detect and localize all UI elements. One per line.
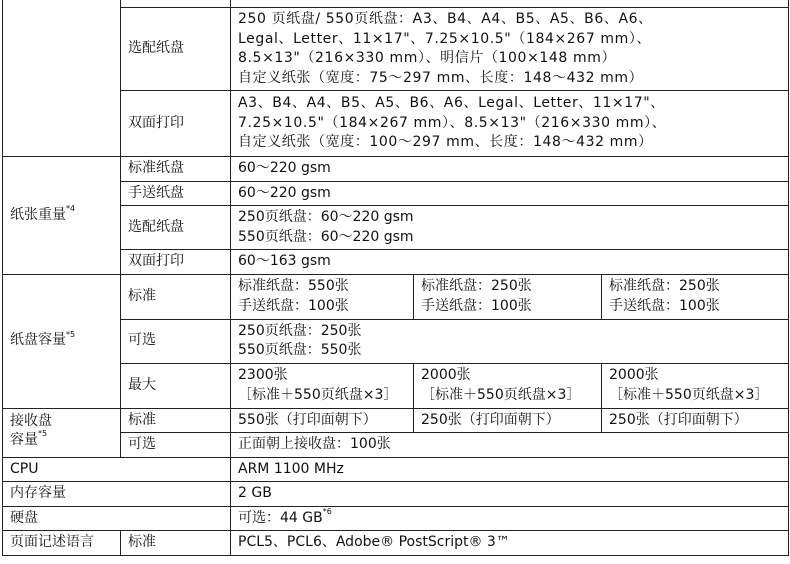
cell-value: 60～163 gsm xyxy=(231,250,789,275)
cell-empty xyxy=(121,0,231,8)
text-line: 手送纸盘：100张 xyxy=(238,297,349,314)
table-row xyxy=(3,433,789,458)
cell-value: 2 GB xyxy=(231,482,789,507)
row-label: 可选 xyxy=(121,433,231,458)
table-row xyxy=(3,8,789,91)
row-label-optional-tray: 选配纸盘 xyxy=(121,8,231,91)
cell-value: 正面朝上接收盘：100张 xyxy=(231,433,789,458)
table-row xyxy=(3,506,789,531)
cell-value xyxy=(231,274,414,319)
text-line: ［标准＋550页纸盘×3］ xyxy=(609,386,769,403)
row-label: 标准 xyxy=(121,408,231,433)
text-line: Legal、Letter、11×17"、7.25×10.5"（184×267 mm）、 xyxy=(238,30,652,47)
text-line: A3、B4、A4、B5、A5、B6、A6、Legal、Letter、11×17"、 xyxy=(238,95,665,112)
cell-value xyxy=(602,274,789,319)
table-row xyxy=(3,274,789,319)
paper-size-optional-tray-value xyxy=(231,8,789,91)
table-row xyxy=(3,206,789,250)
cell-value: 250张（打印面朝下） xyxy=(602,408,789,433)
cell-value xyxy=(414,363,602,408)
text-line: 标准纸盘：250张 xyxy=(421,278,532,294)
spec-table xyxy=(2,0,789,556)
cell-value xyxy=(231,0,789,8)
footnote-mark: *4 xyxy=(66,203,76,213)
text-line: ［标准＋550页纸盘×3］ xyxy=(238,386,398,403)
output-tray-label: 容量 xyxy=(10,432,38,448)
text-line: 自定义纸张（宽度：75～297 mm、长度：148～432 mm） xyxy=(238,69,644,86)
cell-value xyxy=(602,363,789,408)
row-label: 选配纸盘 xyxy=(121,206,231,250)
cell-value xyxy=(231,506,789,531)
text-line: 自定义纸张（宽度：100～297 mm、长度：148～432 mm） xyxy=(238,134,653,151)
cell-value: 60～220 gsm xyxy=(231,181,789,206)
row-label: 最大 xyxy=(121,363,231,408)
paper-size-header-cell xyxy=(3,0,121,157)
cell-value: 550张（打印面朝下） xyxy=(231,408,414,433)
text-line: 标准纸盘：250张 xyxy=(609,278,720,294)
cell-value xyxy=(231,319,789,363)
table-row xyxy=(3,181,789,206)
row-label: 标准 xyxy=(121,274,231,319)
text-line: 7.25×10.5"（184×267 mm）、8.5×13"（216×330 mm）、 xyxy=(238,114,667,131)
table-row xyxy=(3,91,789,157)
table-row xyxy=(3,157,789,182)
row-label: 可选 xyxy=(121,319,231,363)
tray-capacity-label: 纸盘容量 xyxy=(10,332,66,349)
footnote-mark: *5 xyxy=(66,329,76,339)
cell-value xyxy=(231,363,414,408)
table-row xyxy=(3,457,789,482)
cell-value xyxy=(231,206,789,250)
paper-size-duplex-value xyxy=(231,91,789,157)
table-row xyxy=(3,250,789,275)
footnote-mark: *5 xyxy=(38,429,48,439)
hdd-value: 可选：44 GB xyxy=(238,509,323,526)
cell-value: PCL5、PCL6、Adobe® PostScript® 3™ xyxy=(231,531,789,556)
text-line: 250页纸盘：250张 xyxy=(238,322,362,339)
table-row xyxy=(3,319,789,363)
paper-weight-label: 纸张重量 xyxy=(10,206,66,223)
row-label: 硬盘 xyxy=(3,506,231,531)
text-line: ［标准＋550页纸盘×3］ xyxy=(421,386,581,403)
text-line: 2300张 xyxy=(238,367,288,383)
table-row xyxy=(3,408,789,433)
footnote-mark: *6 xyxy=(322,506,332,516)
row-label: 手送纸盘 xyxy=(121,181,231,206)
text-line: 250页纸盘：60～220 gsm xyxy=(238,209,414,225)
row-sublabel: 标准 xyxy=(121,531,231,556)
row-label: 内存容量 xyxy=(3,482,231,507)
row-label: CPU xyxy=(3,457,231,482)
paper-weight-header xyxy=(3,157,121,275)
table-row xyxy=(3,0,789,8)
text-line: 2000张 xyxy=(609,367,659,383)
text-line: 手送纸盘：100张 xyxy=(609,297,720,314)
text-line: 550页纸盘：550张 xyxy=(238,342,362,358)
row-label: 标准纸盘 xyxy=(121,157,231,182)
cell-value: 60～220 gsm xyxy=(231,157,789,182)
row-label: 双面打印 xyxy=(121,250,231,275)
text-line: 250 页纸盘/ 550页纸盘：A3、B4、A4、B5、A5、B6、A6、 xyxy=(238,11,653,27)
tray-capacity-header xyxy=(3,274,121,408)
text-line xyxy=(10,431,114,451)
row-label: 页面记述语言 xyxy=(3,531,121,556)
cell-value: 250张（打印面朝下） xyxy=(414,408,602,433)
text-line: 2000张 xyxy=(421,367,471,383)
output-tray-header xyxy=(3,408,121,457)
text-line: 接收盘 xyxy=(10,412,52,429)
text-line: 手送纸盘：100张 xyxy=(421,297,532,314)
row-label-duplex: 双面打印 xyxy=(121,91,231,157)
text-line: 标准纸盘：550张 xyxy=(238,278,349,294)
cell-value: ARM 1100 MHz xyxy=(231,457,789,482)
cell-value xyxy=(414,274,602,319)
text-line: 550页纸盘：60～220 gsm xyxy=(238,228,414,245)
table-row xyxy=(3,363,789,408)
table-row xyxy=(3,482,789,507)
text-line: 8.5×13"（216×330 mm）、明信片（100×148 mm） xyxy=(238,50,617,66)
table-row xyxy=(3,531,789,556)
